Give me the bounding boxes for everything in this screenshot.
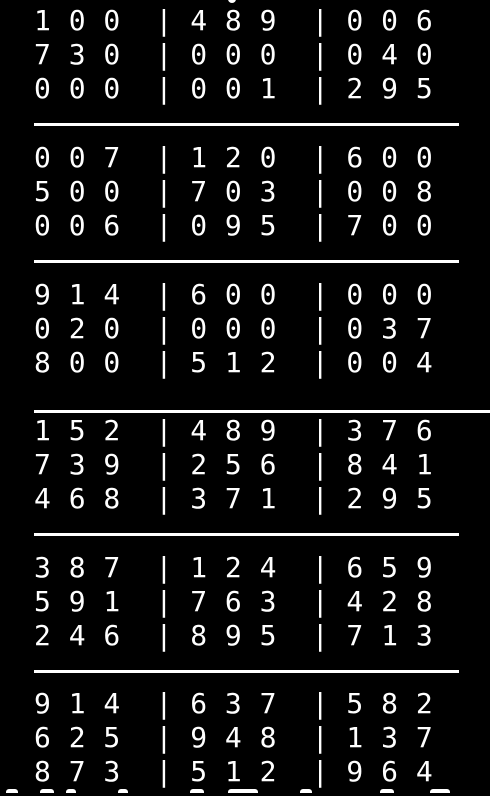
block-separator	[34, 533, 459, 536]
sudoku-row: 8 7 3 | 5 1 2 | 9 6 4	[34, 755, 434, 788]
clipped-text-fragment	[0, 789, 490, 796]
block-separator	[34, 670, 459, 673]
solution-divider	[34, 410, 490, 413]
sudoku-row: 4 6 8 | 3 7 1 | 2 9 5	[34, 482, 434, 515]
sudoku-row: 2 4 6 | 8 9 5 | 7 1 3	[34, 619, 434, 652]
sudoku-row: 7 3 0 | 0 0 0 | 0 4 0	[34, 38, 434, 71]
sudoku-row: 9 1 4 | 6 3 7 | 5 8 2	[34, 687, 434, 720]
sudoku-row: 1 0 0 | 4 8 9 | 0 0 6	[34, 4, 434, 37]
sudoku-row: 9 1 4 | 6 0 0 | 0 0 0	[34, 278, 434, 311]
block-separator	[34, 123, 459, 126]
sudoku-row: 0 0 7 | 1 2 0 | 6 0 0	[34, 141, 434, 174]
sudoku-row: 8 0 0 | 5 1 2 | 0 0 4	[34, 346, 434, 379]
sudoku-row: 0 0 0 | 0 0 1 | 2 9 5	[34, 72, 434, 105]
sudoku-row: 0 2 0 | 0 0 0 | 0 3 7	[34, 312, 434, 345]
sudoku-row: 1 5 2 | 4 8 9 | 3 7 6	[34, 414, 434, 447]
sudoku-row: 6 2 5 | 9 4 8 | 1 3 7	[34, 721, 434, 754]
sudoku-row: 0 0 6 | 0 9 5 | 7 0 0	[34, 209, 434, 242]
sudoku-row: 5 0 0 | 7 0 3 | 0 0 8	[34, 175, 434, 208]
block-separator	[34, 260, 459, 263]
sudoku-row: 3 8 7 | 1 2 4 | 6 5 9	[34, 551, 434, 584]
sudoku-row: 5 9 1 | 7 6 3 | 4 2 8	[34, 585, 434, 618]
sudoku-row: 7 3 9 | 2 5 6 | 8 4 1	[34, 448, 434, 481]
clipped-text-fragment	[228, 0, 236, 3]
